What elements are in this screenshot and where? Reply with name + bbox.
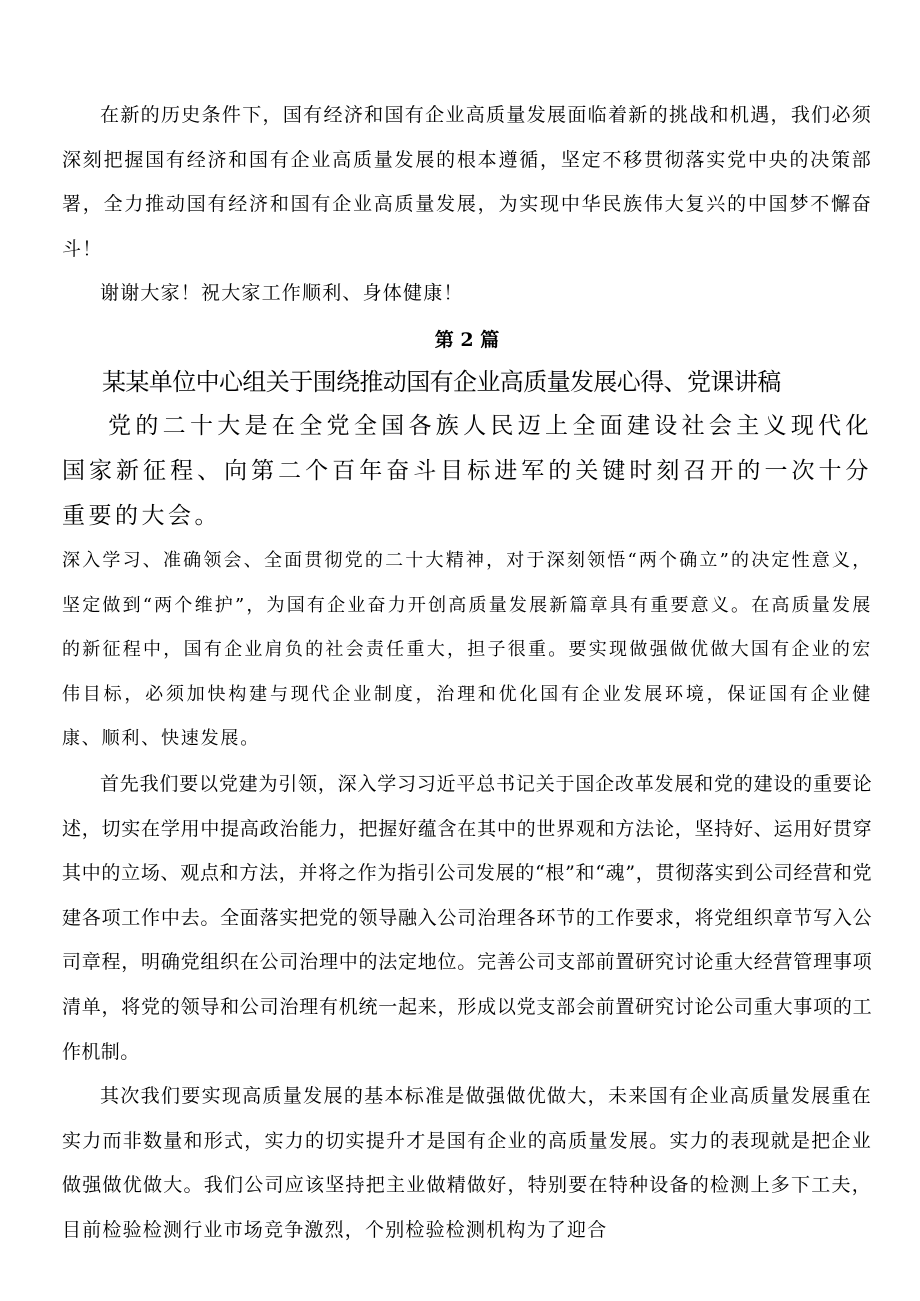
section-number: 第 2 篇	[434, 328, 500, 351]
paragraph-thanks: 谢谢大家！祝大家工作顺利、身体健康！	[100, 282, 464, 305]
document-body	[62, 93, 872, 1252]
paragraph-conclusion: 在新的历史条件下，国有经济和国有企业高质量发展面临着新的挑战和机遇，我们必须深刻把握国有经济和国有企业高质量发展的根本遵循，坚定不移贯彻落实党中央的决策部署，全力推动国有经济和国有企业高质量发展，为实现中华民族伟大复兴的中国梦不懈奋斗！	[62, 104, 872, 260]
paragraph-intro-lead: 党的二十大是在全党全国各族人民迈上全面建设社会主义现代化国家新征程、向第二个百年奋斗目标进军的关键时刻召开的一次十分重要的大会。	[62, 412, 872, 529]
paragraph-intro: 深入学习、准确领会、全面贯彻党的二十大精神，对于深刻领悟“两个确立”的决定性意义，坚定做到“两个维护”，为国有企业奋力开创高质量发展新篇章具有重要意义。在高质量发展的新征程中，国有企业肩负的社会责任重大，担子很重。要实现做强做优做大国有企业的宏伟目标，必须加快构建与现代企业制度，治理和优化国有企业发展环境，保证国有企业健康、顺利、快速发展。	[62, 549, 872, 750]
paragraph-first: 首先我们要以党建为引领，深入学习习近平总书记关于国企改革发展和党的建设的重要论述，切实在学用中提高政治能力，把握好蕴含在其中的世界观和方法论，坚持好、运用好贯穿其中的立场、观点和方法，并将之作为指引公司发展的“根”和“魂”，贯彻落实到公司经营和党建各项工作中去。全面落实把党的领导融入公司治理各环节的工作要求，将党组织章节写入公司章程，明确党组织在公司治理中的法定地位。完善公司支部前置研究讨论重大经营管理事项清单，将党的领导和公司治理有机统一起来，形成以党支部会前置研究讨论公司重大事项的工作机制。	[62, 772, 872, 1063]
paragraph-second: 其次我们要实现高质量发展的基本标准是做强做优做大，未来国有企业高质量发展重在实力而非数量和形式，实力的切实提升才是国有企业的高质量发展。实力的表现就是把企业做强做优做大。我们公司应该坚持把主业做精做好，特别要在特种设备的检测上多下工夫，目前检验检测行业市场竞争激烈，个别检验检测机构为了迎合	[62, 1085, 872, 1241]
section-title: 某某单位中心组关于围绕推动国有企业高质量发展心得、党课讲稿	[102, 367, 781, 396]
